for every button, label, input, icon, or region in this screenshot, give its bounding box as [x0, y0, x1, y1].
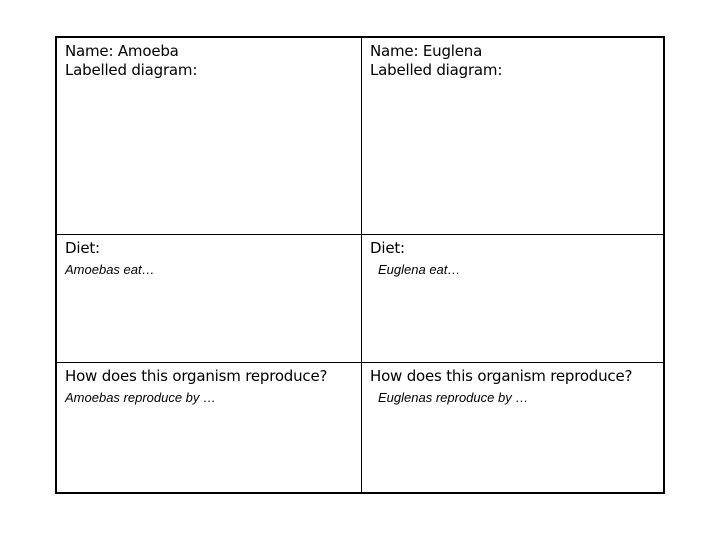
- amoeba-diet-heading: Diet:: [65, 239, 100, 257]
- euglena-diagram-label: Labelled diagram:: [370, 61, 503, 79]
- euglena-reproduction-heading: How does this organism reproduce?: [370, 367, 633, 385]
- amoeba-reproduction-cell: [57, 363, 362, 492]
- euglena-name: Name: Euglena: [370, 42, 483, 60]
- amoeba-diagram-cell: [57, 38, 362, 235]
- amoeba-diagram-label: Labelled diagram:: [65, 61, 198, 79]
- comparison-table: [55, 36, 665, 494]
- euglena-diet-heading: Diet:: [370, 239, 405, 257]
- amoeba-reproduction-heading: How does this organism reproduce?: [65, 367, 328, 385]
- amoeba-name: Name: Amoeba: [65, 42, 179, 60]
- amoeba-diet-cell: [57, 235, 362, 363]
- euglena-reproduction-cell: [362, 363, 663, 492]
- euglena-diet-cell: [362, 235, 663, 363]
- amoeba-diet-prompt: Amoebas eat…: [65, 262, 155, 277]
- euglena-reproduction-prompt: Euglenas reproduce by …: [378, 390, 529, 405]
- euglena-diagram-cell: [362, 38, 663, 235]
- euglena-diet-prompt: Euglena eat…: [378, 262, 461, 277]
- amoeba-reproduction-prompt: Amoebas reproduce by …: [65, 390, 217, 405]
